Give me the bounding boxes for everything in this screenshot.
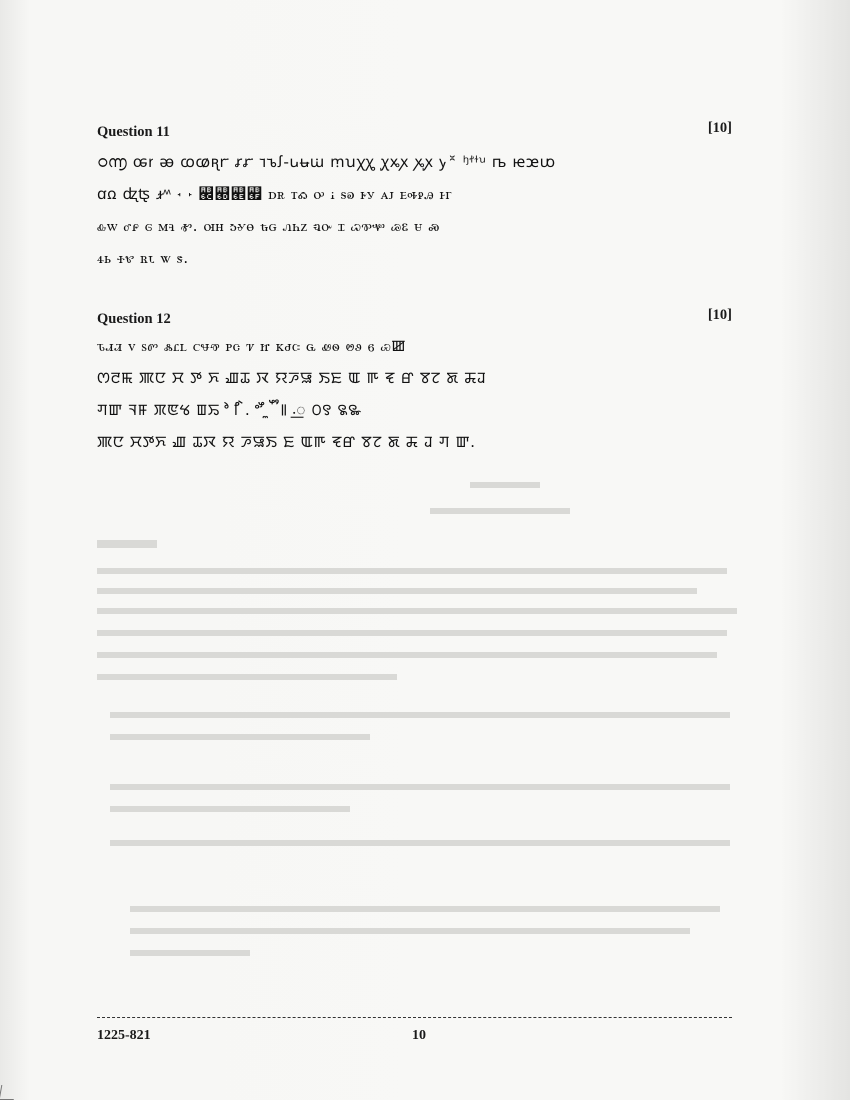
- footer-divider: [97, 1017, 732, 1018]
- script-line: ꮂꮃ ꮄꮅ ꮆ ꮇꮈ ꮉ. ꮊꮋ ꮌꮍꮎ ꮏꮐ ꮑꮒꮓ ꮔꮕ ꮖ ꮗꮘꮙ ꮚꮛ ꮜ ꮝ: [97, 217, 440, 235]
- script-line: ꯄꯅ ꯆꯇꯈ ꯉ ꯊꯋ ꯌ ꯍꯎꯏ ꯐ ꯑꯒ ꯓꯔ ꯕꯖ ꯗ ꯘ ꯙ ꯚ ꯛ.: [97, 433, 476, 451]
- script-line: ഠ൬ ꭀꭇ ꭂ ꭃꭄꭆꭈ ꭉꭊ ꭋꭌꭍ-ꭎꭏꭐ ꭑꭒꭓꭔ ꭕꭖꭗ ꭘꭙ ꭚ꭛ ꭜꭝꭞꭟ ꭠ ꭡꭢꭣ: [97, 153, 556, 171]
- question-title: Question 11: [97, 124, 170, 140]
- page-corner-mark: [0, 1085, 16, 1100]
- script-line: ꮦꮧꮨ ꮩ ꮪꮫ ꮬꮭꮮ ꮯꮰꮱ ꮲꮳ ꮴ ꮵ ꮶꮷꮸ ꮹ ꮺꮻ ꮼꮽ ꮾ ꮿꯀ: [97, 337, 407, 355]
- question-marks: [10]: [707, 120, 732, 136]
- paper-code: 1225-821: [97, 1028, 151, 1043]
- page-number: 10: [412, 1028, 426, 1043]
- question-11-body: [97, 146, 737, 274]
- script-line: ꯚꯛ ꯜꯝ ꯞꯟꯠ ꯡꯢ ꯣ ꯤ ꯥ. ꯦꯧ ꯨ ꯩ ꯪ꯫ ꯬꯭ ꯰꯱ ꯲꯳: [97, 401, 362, 419]
- question-12-body: [97, 330, 737, 458]
- script-line: ꮞꮟ ꮠꮡ ꮢꮣ ꮤ ꮥ.: [97, 249, 189, 267]
- script-line: ꭤꭥ ꭦꭧ ꭨꭩ ꭪ ꭫ ꭬꭭꭮꭯ ꭰꭱ ꭲꭳ ꭴ ꭵ ꭶꭷ ꭸꭹ ꭺꭻ ꭼꭽꭾꭿ ꮀꮁ: [97, 185, 453, 203]
- script-line: ꯁꯂꯃ ꯄꯅ ꯆ ꯇ ꯈ ꯉꯊ ꯋ ꯌꯍꯎ ꯏꯐ ꯑ ꯒ ꯓ ꯔ ꯕꯖ ꯗ ꯘꯙ: [97, 369, 487, 387]
- question-title: Question 12: [97, 311, 171, 327]
- question-marks: [10]: [707, 307, 732, 323]
